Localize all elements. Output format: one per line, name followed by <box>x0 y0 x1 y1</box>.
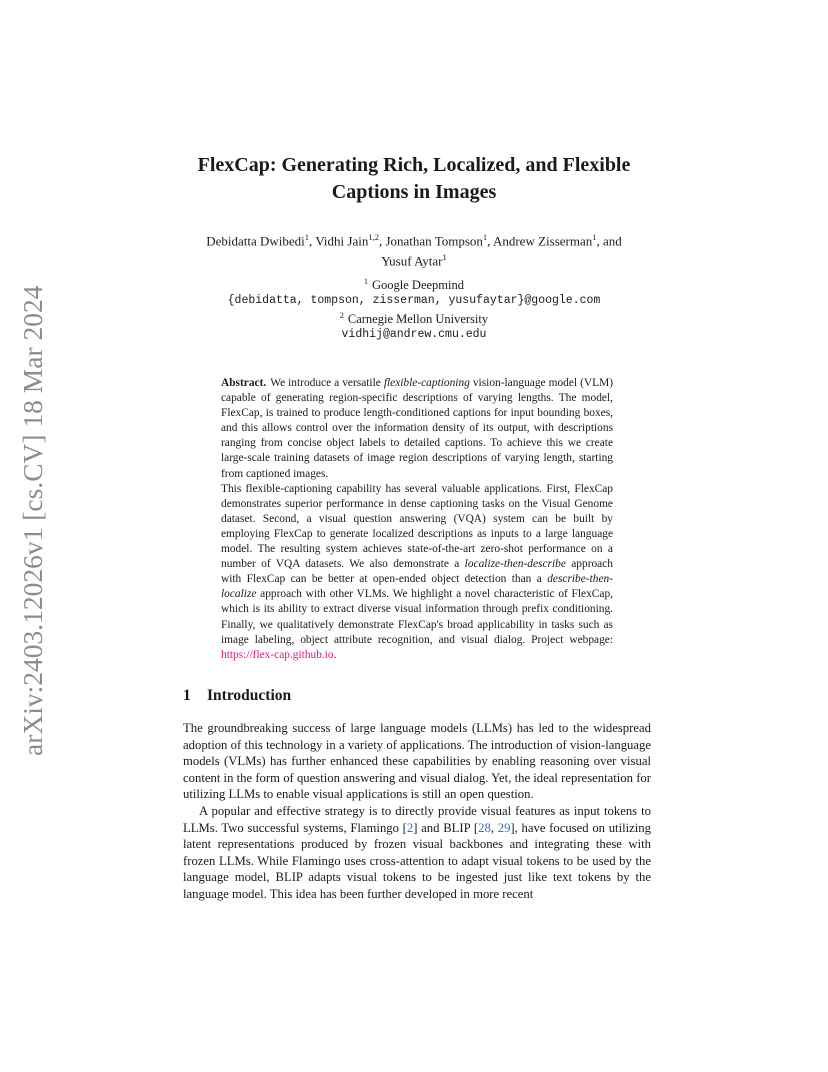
project-webpage-link[interactable]: https://flex-cap.github.io <box>221 648 334 661</box>
title-line-1: FlexCap: Generating Rich, Localized, and Flexible <box>197 154 631 176</box>
abstract-emphasis: describe-then-localize <box>221 573 613 601</box>
author-name: Vidhi Jain <box>315 233 369 249</box>
affiliations <box>160 274 668 342</box>
affiliation-1-email: {debidatta, tompson, zisserman, yusufaytar}@google.com <box>227 294 601 308</box>
author-list <box>175 229 653 270</box>
intro-body <box>183 720 651 903</box>
author-name: Debidatta Dwibedi <box>206 233 305 249</box>
abstract-text: approach with other VLMs. We highlight a novel characteristic of FlexCap, which is its ability to extract diverse visual information through prefix conditioning. Finally, we qualitatively demonstrate FlexCap's broad applicability in tasks such as image labeling, object attribute recognition, and visual dialog. Project webpage: <box>221 588 613 646</box>
abstract-emphasis: flexible-captioning <box>383 377 470 389</box>
section-heading <box>183 686 291 706</box>
paper-title <box>160 152 668 206</box>
affiliation-2 <box>160 308 668 327</box>
author-sep: , <box>487 233 493 249</box>
abstract-text: This flexible-captioning capability has several valuable applications. First, FlexCap demonstrates superior performance in dense captioning tasks on the Visual Genome dataset. Second, a visual question answering (VQA) system can be built by employing FlexCap to generate localized descriptions as inputs to a large language model. The resulting system achieves state-of-the-art zero-shot performance on a number of VQA datasets. We also demonstrate a <box>221 482 613 571</box>
section-number: 1 <box>183 687 191 704</box>
abstract-paragraph-1 <box>221 376 613 482</box>
author-affil-sup: 1,2 <box>368 232 379 242</box>
author-sep: , and <box>596 233 622 249</box>
abstract-heading: Abstract. <box>221 377 267 389</box>
citation-link[interactable]: 28 <box>478 820 491 835</box>
abstract-text: . <box>333 648 337 661</box>
author-sep: , <box>309 233 316 249</box>
abstract <box>221 376 613 663</box>
affiliation-1 <box>160 274 668 293</box>
author-name: Andrew Zisserman <box>492 233 593 249</box>
citation-link[interactable]: 2 <box>406 820 414 835</box>
author-affil-sup: 1 <box>442 252 447 263</box>
citation-link[interactable]: 29 <box>497 820 511 835</box>
abstract-text: We introduce a versatile <box>270 377 384 389</box>
author-sep: , <box>378 233 386 249</box>
affiliation-2-email: vidhij@andrew.cmu.edu <box>341 328 487 342</box>
body-text: ], have focused on utilizing latent representations produced by frozen visual backbones and integrating these with frozen LLMs. While Flamingo uses cross-attention to adapt visual tokens to be used by the language model, BLIP adapts visual tokens to be ingested just like text tokens by the language model. This idea has been further developed in more recent <box>183 820 651 901</box>
abstract-text: vision-language model (VLM) capable of generating region-specific descriptions of varying lengths. The model, FlexCap, is trained to produce length-conditioned captions for input bounding boxes, and this allows control over the information density of its output, with descriptions ranging from concise object labels to detailed captions. To achieve this we create large-scale training datasets of image region descriptions of varying length, starting from captioned images. <box>221 377 613 480</box>
affiliation-sup: 2 <box>339 311 344 321</box>
author-affil-sup: 1 <box>592 232 597 242</box>
body-text: ] and BLIP [ <box>413 820 479 835</box>
author-name: Yusuf Aytar <box>381 253 443 269</box>
affiliation-name: Google Deepmind <box>372 278 464 293</box>
title-line-2: Captions in Images <box>331 181 497 203</box>
author-affil-sup: 1 <box>482 232 488 242</box>
intro-paragraph-2 <box>183 803 651 903</box>
affiliation-sup: 1 <box>364 277 368 286</box>
body-text: A popular and effective strategy is to directly provide visual features as input tokens to LLMs. Two successful systems, Flamingo [ <box>183 803 651 835</box>
affiliation-name: Carnegie Mellon University <box>347 312 489 327</box>
intro-paragraph-1: The groundbreaking success of large language models (LLMs) has led to the widespread adoption of this technology in a variety of applications. The introduction of vision-language models (VLMs) has further enhanced these capabilities by enabling reasoning over visual content in the form of question answering and visual dialog. Yet, the ideal representation for utilizing LLMs to enable visual applications is still an open question. <box>183 721 651 802</box>
abstract-paragraph-2 <box>221 482 613 663</box>
author-name: Jonathan Tompson <box>385 233 483 249</box>
section-title: Introduction <box>207 687 292 704</box>
arxiv-side-stamp: arXiv:2403.12026v1 [cs.CV] 18 Mar 2024 <box>17 285 48 756</box>
abstract-text: approach with FlexCap can be better at open-ended object detection than a <box>221 558 613 586</box>
body-text: , <box>490 820 498 835</box>
abstract-emphasis: localize-then-describe <box>464 558 566 571</box>
author-affil-sup: 1 <box>304 232 310 242</box>
